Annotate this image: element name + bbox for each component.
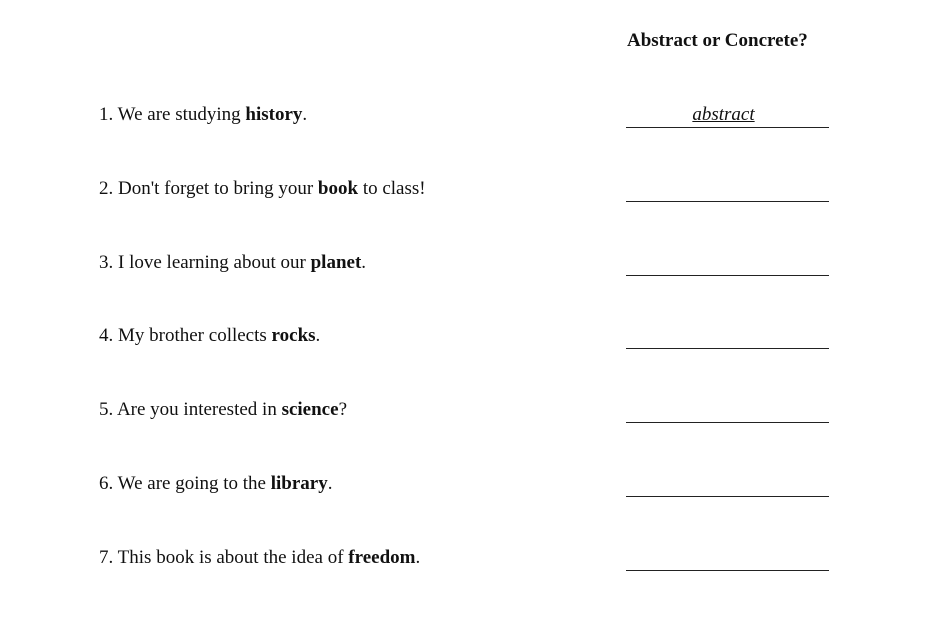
- answer-line: [626, 201, 829, 202]
- answer-blank-4[interactable]: [626, 325, 829, 349]
- question-text-before: I love learning about our: [118, 252, 311, 273]
- answer-blank-3[interactable]: [626, 252, 829, 276]
- question-text-before: My brother collects: [118, 325, 272, 346]
- question-number: 1.: [99, 104, 114, 125]
- question-text-after: .: [327, 473, 333, 494]
- question-number: 7.: [99, 547, 114, 568]
- question-5: [99, 399, 347, 421]
- question-noun: science: [281, 399, 339, 420]
- question-noun: planet: [310, 252, 362, 273]
- column-header: Abstract or Concrete?: [627, 30, 808, 51]
- answer-line: [626, 127, 829, 128]
- answer-blank-5[interactable]: [626, 399, 829, 423]
- question-noun: book: [317, 178, 359, 199]
- question-1: [99, 104, 307, 126]
- question-text-after: .: [361, 252, 367, 273]
- answer-blank-1[interactable]: [626, 104, 829, 128]
- question-text-before: Don't forget to bring your: [118, 178, 318, 199]
- question-number: 4.: [99, 325, 114, 346]
- question-number: 2.: [99, 178, 114, 199]
- question-4: [99, 325, 320, 347]
- question-text-after: .: [302, 104, 308, 125]
- question-noun: rocks: [271, 325, 316, 346]
- question-noun: freedom: [348, 547, 416, 568]
- question-noun: history: [245, 104, 303, 125]
- answer-text: abstract: [692, 104, 755, 125]
- answer-blank-7[interactable]: [626, 547, 829, 571]
- question-text-before: This book is about the idea of: [117, 547, 349, 568]
- question-number: 5.: [99, 399, 114, 420]
- question-text-after: .: [315, 325, 321, 346]
- answer-line: [626, 570, 829, 571]
- question-2: [99, 178, 426, 200]
- question-text-before: Are you interested in: [116, 399, 282, 420]
- question-3: [99, 252, 366, 274]
- question-text-after: to class!: [358, 178, 426, 199]
- question-text-before: We are studying: [117, 104, 246, 125]
- answer-blank-6[interactable]: [626, 473, 829, 497]
- answer-line: [626, 348, 829, 349]
- question-text-after: ?: [338, 399, 347, 420]
- question-number: 6.: [99, 473, 114, 494]
- answer-line: [626, 422, 829, 423]
- question-noun: library: [270, 473, 328, 494]
- answer-line: [626, 496, 829, 497]
- answer-blank-2[interactable]: [626, 178, 829, 202]
- question-7: [99, 547, 420, 569]
- question-6: [99, 473, 332, 495]
- question-number: 3.: [99, 252, 114, 273]
- question-text-after: .: [415, 547, 421, 568]
- question-text-before: We are going to the: [117, 473, 271, 494]
- answer-line: [626, 275, 829, 276]
